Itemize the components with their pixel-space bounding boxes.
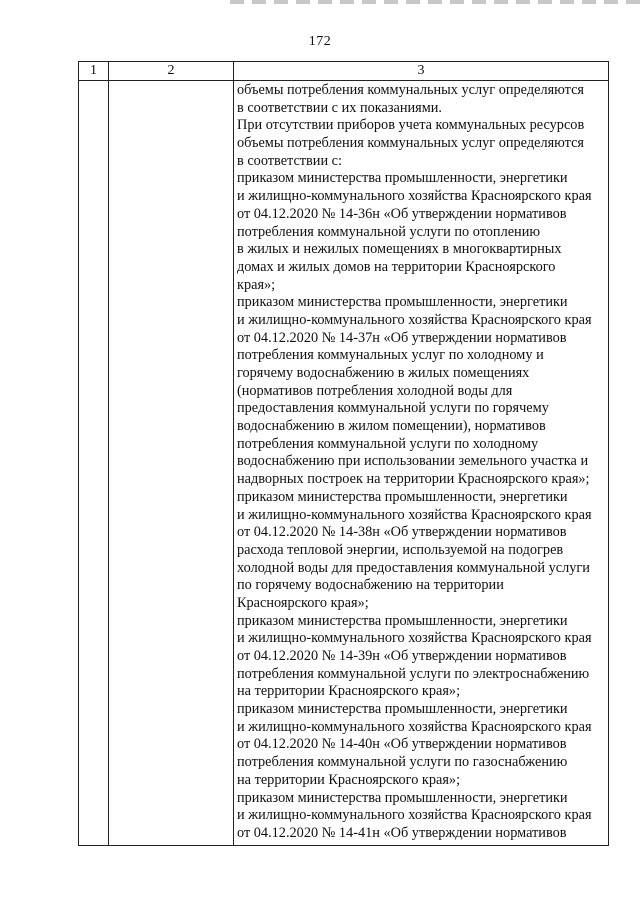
text-line: потребления коммунальной услуги по холодному: [237, 435, 539, 452]
table-row: [79, 81, 609, 846]
text-line: и жилищно-коммунального хозяйства Красноярского края: [237, 311, 592, 328]
text-line: и жилищно-коммунального хозяйства Красноярского края: [237, 718, 592, 735]
text-line: от 04.12.2020 № 14-38н «Об утверждении нормативов: [237, 524, 567, 541]
text-line: в соответствии с:: [237, 152, 342, 169]
scan-artifact: [230, 0, 640, 4]
cell-column-1: [79, 81, 109, 846]
text-line: объемы потребления коммунальных услуг определяются: [237, 82, 584, 98]
text-line: потребления коммунальной услуги по электроснабжению: [237, 665, 590, 682]
text-line: от 04.12.2020 № 14-39н «Об утверждении нормативов: [237, 648, 567, 664]
cell-column-3: [234, 81, 609, 846]
cell-text-block: [234, 82, 608, 843]
text-line: в соответствии с их показаниями.: [237, 99, 442, 116]
text-line: объемы потребления коммунальных услуг определяются: [237, 135, 584, 152]
text-line: на территории Красноярского края»;: [237, 771, 461, 788]
text-line: приказом министерства промышленности, энергетики: [237, 789, 568, 806]
text-line: от 04.12.2020 № 14-36н «Об утверждении нормативов: [237, 205, 567, 222]
text-line: При отсутствии приборов учета коммунальных ресурсов: [237, 117, 585, 134]
text-line: и жилищно-коммунального хозяйства Красноярского края: [237, 188, 592, 205]
text-line: приказом министерства промышленности, энергетики: [237, 701, 568, 718]
column-header-1: 1: [79, 62, 109, 81]
text-line: на территории Красноярского края»;: [237, 683, 461, 700]
text-line: домах и жилых домов на территории Красноярского: [237, 258, 556, 275]
text-line: потребления коммунальной услуги по отоплению: [237, 223, 541, 240]
text-line: приказом министерства промышленности, энергетики: [237, 488, 568, 505]
text-line: в жилых и нежилых помещениях в многоквартирных: [237, 241, 562, 258]
cell-column-2: [109, 81, 234, 846]
text-line: и жилищно-коммунального хозяйства Красноярского края: [237, 807, 592, 824]
text-line: приказом министерства промышленности, энергетики: [237, 294, 568, 311]
text-line: горячему водоснабжению в жилых помещениях: [237, 365, 530, 381]
text-line: расхода тепловой энергии, используемой на подогрев: [237, 541, 564, 558]
text-line: приказом министерства промышленности, энергетики: [237, 612, 568, 629]
text-line: надворных построек на территории Красноярского края»;: [237, 471, 590, 488]
text-line: приказом министерства промышленности, энергетики: [237, 170, 568, 187]
text-line: потребления коммунальных услуг по холодному и: [237, 347, 544, 364]
text-line: по горячему водоснабжению на территории: [237, 577, 504, 594]
text-line: и жилищно-коммунального хозяйства Красноярского края: [237, 630, 592, 647]
text-line: (нормативов потребления холодной воды для: [237, 382, 513, 399]
page-number: 172: [308, 34, 332, 49]
document-table: [78, 61, 609, 846]
text-line: края»;: [237, 276, 276, 293]
text-line: водоснабжению в жилом помещении), нормативов: [237, 418, 546, 435]
text-line: предоставления коммунальной услуги по горячему: [237, 400, 549, 417]
text-line: Красноярского края»;: [237, 594, 369, 611]
text-line: потребления коммунальной услуги по газоснабжению: [237, 754, 568, 771]
column-header-3: 3: [234, 62, 609, 81]
text-line: от 04.12.2020 № 14-37н «Об утверждении нормативов: [237, 329, 567, 346]
text-line: от 04.12.2020 № 14-40н «Об утверждении нормативов: [237, 736, 567, 753]
text-line: холодной воды для предоставления коммунальной услуги: [237, 559, 590, 576]
column-header-2: 2: [109, 62, 234, 81]
table-header-row: [79, 62, 609, 81]
text-line: от 04.12.2020 № 14-41н «Об утверждении нормативов: [237, 824, 567, 841]
text-line: водоснабжению при использовании земельного участка и: [237, 453, 589, 470]
text-line: и жилищно-коммунального хозяйства Красноярского края: [237, 506, 592, 523]
